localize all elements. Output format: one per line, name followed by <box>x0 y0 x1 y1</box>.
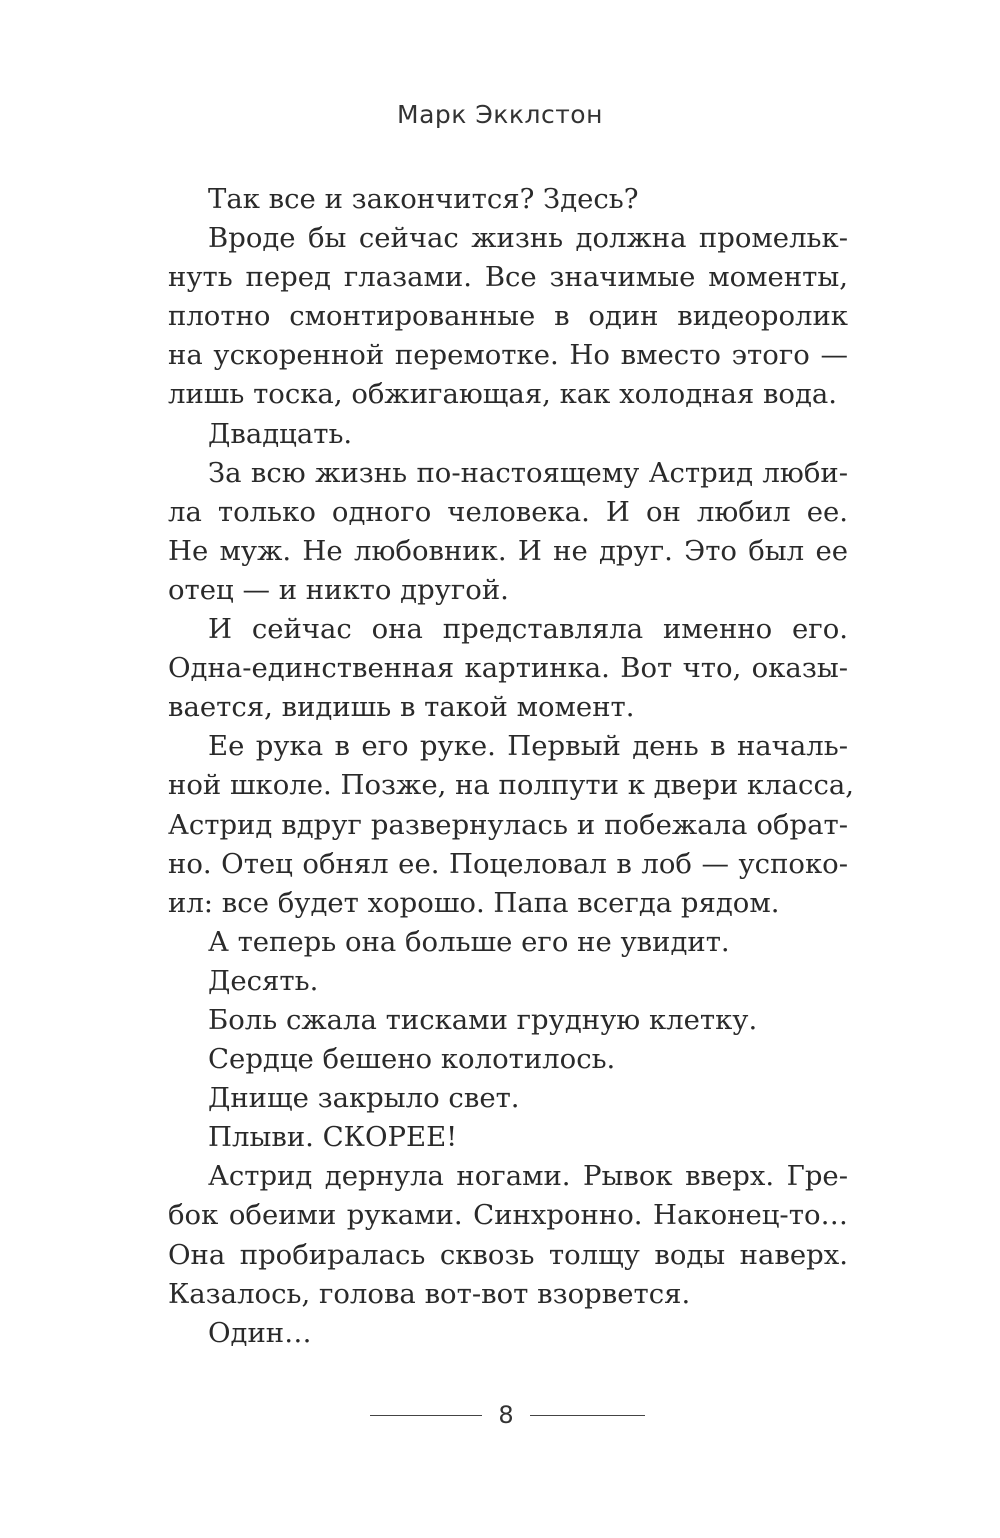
footer-rule-right <box>530 1415 645 1416</box>
text-line: За всю жизнь по-настоящему Астрид люби- <box>208 456 848 489</box>
text-line: Одна-единственная картинка. Вот что, оказы- <box>168 652 848 685</box>
page-number: 8 <box>498 1401 514 1429</box>
text-line: Так все и закончится? Здесь? <box>208 183 639 215</box>
text-line: А теперь она больше его не увидит. <box>208 925 730 958</box>
text-line: Один… <box>208 1316 312 1349</box>
running-header-author: Марк Экклстон <box>397 100 603 129</box>
text-line: И сейчас она представляла именно его. <box>208 613 848 646</box>
text-line: плотно смонтированные в один видеоролик <box>168 300 848 333</box>
text-line: Астрид вдруг развернулась и побежала обрат- <box>168 808 848 841</box>
text-line: Казалось, голова вот-вот взорвется. <box>168 1277 691 1310</box>
text-line: Астрид дернула ногами. Рывок вверх. Гре- <box>208 1160 848 1193</box>
text-line: Вроде бы сейчас жизнь должна промельк- <box>208 222 848 255</box>
text-line: Боль сжала тисками грудную клетку. <box>208 1003 758 1036</box>
text-line: отец — и никто другой. <box>168 573 509 606</box>
text-line: вается, видишь в такой момент. <box>168 691 635 724</box>
body-text <box>168 180 854 1353</box>
text-line: Ее рука в его руке. Первый день в началь- <box>208 730 848 763</box>
text-line: ной школе. Позже, на полпути к двери класса, <box>168 769 854 802</box>
text-line: Она пробиралась сквозь толщу воды наверх. <box>168 1238 848 1271</box>
text-line: Сердце бешено колотилось. <box>208 1043 616 1076</box>
text-line: Не муж. Не любовник. И не друг. Это был ее <box>168 534 848 567</box>
text-line: лишь тоска, обжигающая, как холодная вода. <box>168 378 838 411</box>
text-line: ла только одного человека. И он любил ее. <box>168 495 848 528</box>
text-line: но. Отец обнял ее. Поцеловал в лоб — успоко- <box>168 847 848 880</box>
text-line: Двадцать. <box>208 417 353 450</box>
text-line: Днище закрыло свет. <box>208 1082 520 1115</box>
page-footer <box>0 1398 1000 1432</box>
footer-rule-left <box>370 1415 482 1416</box>
text-line: Десять. <box>208 964 319 997</box>
text-line: ил: все будет хорошо. Папа всегда рядом. <box>168 886 780 919</box>
text-line: на ускоренной перемотке. Но вместо этого — <box>168 339 848 372</box>
text-line: бок обеими руками. Синхронно. Наконец-то… <box>168 1199 848 1232</box>
text-line: Плыви. СКОРЕЕ! <box>208 1121 458 1154</box>
text-line: нуть перед глазами. Все значимые моменты, <box>168 261 848 294</box>
